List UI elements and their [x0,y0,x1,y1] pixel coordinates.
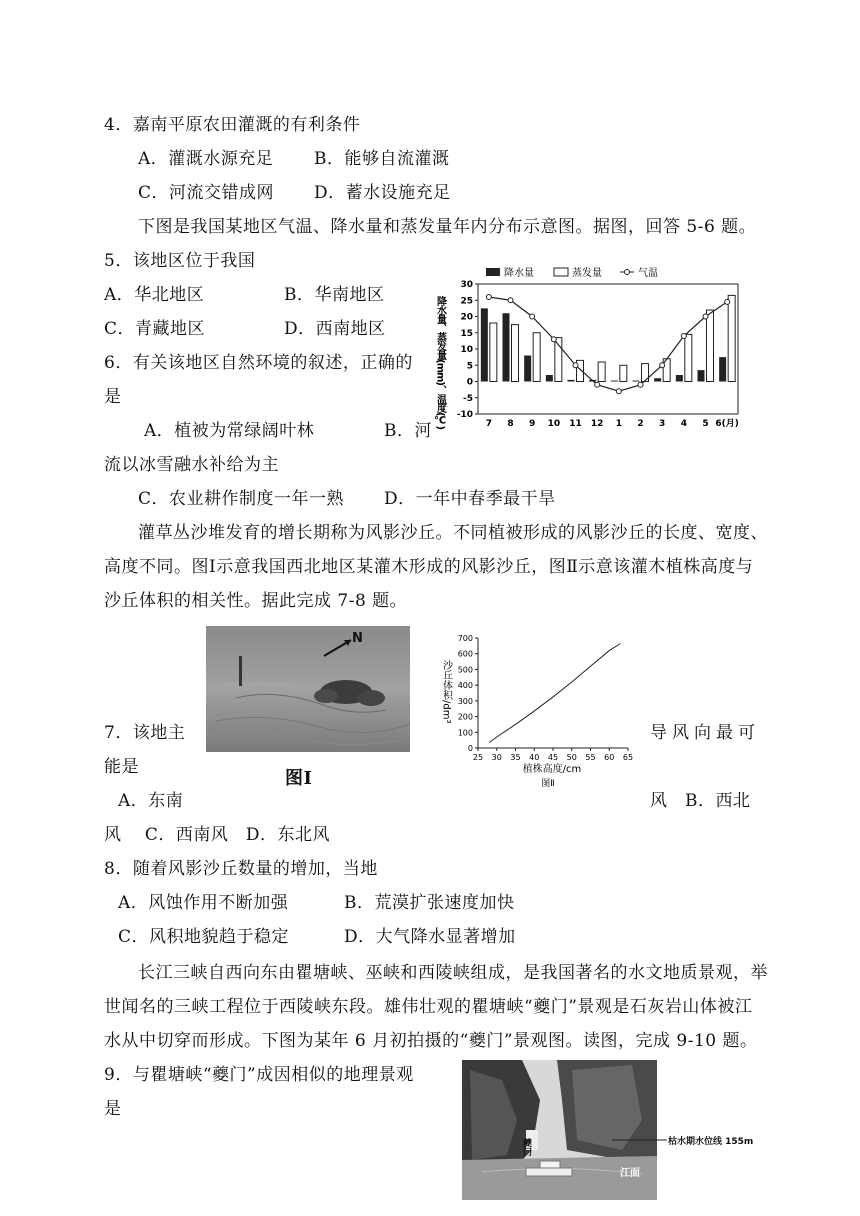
q5-option-b: B．华南地区 [284,285,385,305]
q5-option-d: D．西南地区 [284,319,386,339]
north-arrow-label: N [352,631,363,646]
dune-photo-drawing [206,626,410,752]
dune-ytick-label: 300 [457,696,473,706]
kuimen-photo [462,1060,762,1200]
q6-stem-cont: 是 [104,387,122,407]
fig1-caption: 图Ⅰ [285,768,313,789]
dune-xtick-label: 55 [585,753,596,762]
q4-option-d: D．蓄水设施充足 [314,183,451,203]
dune-xtick-label: 45 [547,753,559,762]
climate-xtick-label: 9 [529,419,536,429]
temp-point [486,295,491,300]
intro-7-8-line2: 高度不同。图Ⅰ示意我国西北地区某灌木形成的风影沙丘，图Ⅱ示意该灌木植株高度与 [104,557,754,577]
temp-point [530,314,535,319]
precip-bar [633,381,640,382]
q6-option-c: C．农业耕作制度一年一熟 [138,489,345,509]
q7-option-a: A．东南 [118,791,184,811]
dune-xtick-label: 30 [491,753,502,762]
temp-point [703,314,708,319]
precip-bar [698,370,705,381]
dune-ylabel: 沙丘体积/dm³ [440,660,452,724]
evap-bar [620,365,627,381]
legend-evap: 蒸发量 [572,268,602,279]
precip-bar [611,381,618,382]
dune-xtick-label: 60 [604,753,615,762]
q6-stem: 6．有关该地区自然环境的叙述，正确的 [104,353,413,373]
dune-volume-line [489,644,620,743]
dune-ytick-label: 0 [467,744,473,753]
climate-ytick-label: 5 [466,361,473,372]
q5-stem: 5．该地区位于我国 [104,251,256,271]
legend-temp-marker [625,270,630,275]
q4-option-a: A．灌溉水源充足 [138,149,274,169]
precip-bar [503,313,510,381]
climate-xtick-label: 4 [680,419,687,429]
temp-point [551,337,556,342]
dune-volume-chart [440,630,640,790]
climate-xtick-label: 5 [702,419,709,429]
climate-ytick-label: 10 [460,345,473,355]
q6-option-b: B．河 [384,421,432,441]
intro-9-10-line2: 世闻名的三峡工程位于西陵峡东段。雄伟壮观的瞿塘峡“夔门”景观是石灰岩山体被江 [104,997,753,1017]
photo-label-river: 江面 [620,1168,640,1179]
climate-ytick-label: 30 [460,280,473,290]
q8-option-b: B．荒漠扩张速度加快 [344,893,515,913]
climate-chart [436,262,756,430]
temp-point [660,363,665,368]
evap-bar [533,333,540,382]
legend-precip-swatch [486,268,500,276]
temp-point [638,382,643,387]
climate-ytick-label: -10 [456,410,473,420]
climate-ytick-label: 15 [460,328,473,339]
climate-xtick-label: 6(月) [715,419,739,429]
temp-point [595,382,600,387]
precip-bar [719,357,726,381]
evap-bar [707,310,714,382]
dune-ytick-label: 600 [457,649,473,659]
q4-option-c: C．河流交错成网 [138,183,275,203]
q7-stem: 7．该地主 [104,723,186,743]
q5-option-a: A．华北地区 [104,285,205,305]
q8-option-d: D．大气降水显著增加 [344,927,516,947]
temp-point [616,389,621,394]
dune-ytick-label: 400 [457,681,473,691]
climate-xtick-label: 1 [615,419,622,429]
legend-temp: 气温 [638,268,658,279]
climate-xtick-label: 2 [637,419,644,429]
q7-option-b: 风 B．西北 [650,791,751,811]
climate-ytick-label: -5 [463,393,473,404]
climate-ylabel: 降水量、蒸发量(mm)、温度(℃) [434,296,446,430]
dune-ytick-label: 700 [457,634,473,643]
temp-point [725,299,730,304]
dune-ytick-label: 200 [457,712,473,722]
fig2-caption: 图Ⅱ [541,779,555,789]
temp-point [508,298,513,303]
q6-option-a: A．植被为常绿阔叶林 [144,421,315,441]
q8-option-a: A．风蚀作用不断加强 [118,893,289,913]
q4-option-b: B．能够自流灌溉 [314,149,450,169]
kuimen-photo-drawing [462,1060,762,1200]
evap-bar [512,325,519,382]
photo-label-waterline: 枯水期水位线 155m [668,1137,754,1147]
q9-stem-cont: 是 [104,1099,122,1119]
q5-option-c: C．青藏地区 [104,319,206,339]
q8-stem: 8．随着风影沙丘数量的增加，当地 [104,859,378,879]
climate-xtick-label: 7 [485,419,492,429]
temp-point [573,363,578,368]
dune-xtick-label: 25 [472,753,484,762]
climate-xtick-label: 3 [659,419,666,429]
evap-bar [728,295,735,381]
climate-ytick-label: 20 [460,312,473,323]
legend-evap-swatch [554,268,568,276]
q7-stem-cont: 能是 [104,757,139,777]
intro-7-8-line1: 灌草丛沙堆发育的增长期称为风影沙丘。不同植被形成的风影沙丘的长度、宽度、 [138,523,768,543]
dune-xtick-label: 65 [622,753,634,762]
climate-legend [486,266,658,279]
q7-options-cd: 风 C．西南风 D．东北风 [104,825,331,845]
q6-option-b-cont: 流以冰雪融水补给为主 [104,455,279,475]
q6-option-d: D．一年中春季最干旱 [384,489,556,509]
q7-stem-right: 导风向最可 [650,723,760,743]
climate-xtick-label: 12 [590,419,604,429]
evap-bar [490,323,497,382]
climate-ytick-label: 25 [460,296,473,307]
dune-ytick-label: 100 [457,728,473,738]
intro-7-8-line3: 沙丘体积的相关性。据此完成 7-8 题。 [104,591,408,611]
q9-stem: 9．与瞿塘峡“夔门”成因相似的地理景观 [104,1065,414,1085]
climate-xtick-label: 8 [507,419,514,429]
intro-9-10-line3: 水从中切穿而形成。下图为某年 6 月初拍摄的“夔门”景观图。读图，完成 9-10 题。 [104,1031,758,1051]
dune-xtick-label: 35 [510,753,521,762]
dune-xtick-label: 40 [529,753,540,762]
climate-ytick-label: 0 [466,377,473,388]
precip-bar [524,356,531,382]
q4-stem: 4．嘉南平原农田灌溉的有利条件 [104,115,361,135]
intro-9-10-line1: 长江三峡自西向东由瞿塘峡、巫峡和西陵峡组成，是我国著名的水文地质景观，举 [138,963,768,983]
dune-photo [206,626,410,752]
precip-bar [568,380,575,382]
precip-bar [481,308,488,381]
dune-xtick-label: 50 [566,753,577,762]
evap-bar [598,362,605,382]
precip-bar [546,375,553,382]
dune-ytick-label: 500 [457,665,473,675]
legend-precip: 降水量 [504,268,534,279]
evap-bar [685,334,692,381]
photo-label-gate: 夔门 [521,1138,531,1156]
dune-xlabel: 植株高度/cm [522,764,582,775]
q8-option-c: C．风积地貌趋于稳定 [118,927,290,947]
climate-xtick-label: 11 [569,419,582,429]
temp-point [681,334,686,339]
precip-bar [654,378,661,381]
precip-bar [676,375,683,382]
climate-xtick-label: 10 [547,419,561,429]
intro-5-6: 下图是我国某地区气温、降水量和蒸发量年内分布示意图。据图，回答 5-6 题。 [138,217,757,237]
